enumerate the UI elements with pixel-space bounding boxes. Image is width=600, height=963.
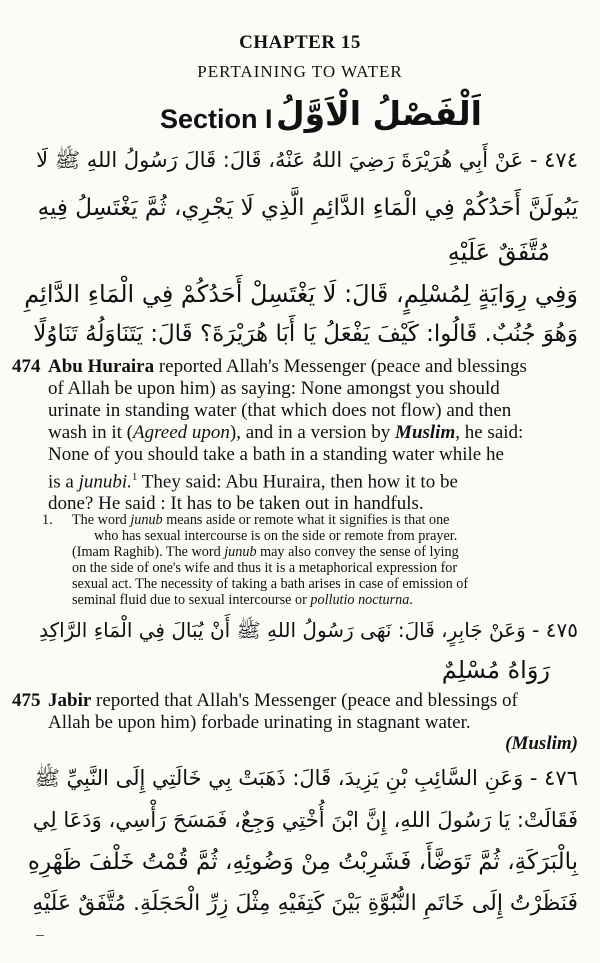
arabic-line: وَفِي رِوَايَةٍ لِمُسْلِمٍ، قَالَ: لَا يَغْتَسِلْ أَحَدُكُمْ فِي الْمَاءِ الدَّائِمِ [24,280,578,308]
footnote-marker: 1 [131,471,138,483]
hadith-number: 474 [12,356,41,377]
narrator-name: Abu Huraira [48,356,155,377]
narrator-name: Jabir [48,690,92,711]
text-line: done? He said : It has to be taken out in handfuls. [48,493,424,515]
footnote-line: (Imam Raghib). The word junub may also convey the sense of lying [72,544,459,560]
footnote [42,512,590,608]
text-line: of Allah be upon him) as saying: None amongst you should [48,378,500,399]
text-line: reported Allah's Messenger (peace and blessings [154,356,527,377]
footnote-line: on the side of one's wife and thus it is a metaphorical expression for [72,560,458,576]
chapter-subtitle: PERTAINING TO WATER [197,62,403,81]
arabic-line: فَقَالَتْ: يَا رَسُولَ اللهِ، إِنَّ ابْنَ أُخْتِي وَجِعٌ، فَمَسَحَ رَأْسِي، وَدَعَا لِي [32,808,578,832]
footnote-line: who has sexual intercourse is on the side or remote from prayer. [94,528,458,544]
arabic-line: رَوَاهُ مُسْلِمٌ [441,656,550,684]
hadith-number: 475 [12,690,41,711]
text-line: None of you should take a bath in a standing water while he [48,444,504,465]
arabic-line: فَنَظَرْتُ إِلَى خَاتَمِ النُّبُوَّةِ بَيْنَ كَتِفَيْهِ مِثْلَ زِرِّ الْحَجَلَةِ. مُتَّفَقٌ عَلَيْهِ [32,891,578,916]
text-fragment: is a [48,471,79,493]
text-line: reported that Allah's Messenger (peace and blessings of [91,690,518,711]
text-line: urinate in standing water (that which does not flow) and then [48,400,512,421]
chapter-heading: CHAPTER 15 [239,32,361,53]
source-italic: Agreed upon [132,422,230,443]
section-arabic-title: اَلْفَصْلُ الْاَوَّلُ [276,94,482,133]
arabic-line: وَهُوَ جُنُبٌ. قَالُوا: كَيْفَ يَفْعَلُ يَا أَبَا هُرَيْرَةَ؟ قَالَ: يَتَنَاوَلُهُ تَنَاوُلًا [33,321,578,347]
footnote-line: The word junub means aside or remote what it signifies is that one [72,512,450,528]
footnote-line: sexual act. The necessity of taking a bath arises in case of emission of [72,576,469,592]
text-fragment: wash in it ( [48,422,133,443]
hadith-475-translation [12,690,592,734]
footnote-number: 1. [42,512,53,528]
footnote-line: seminal fluid due to sexual intercourse or pollutio nocturna. [72,592,413,608]
margin-mark [36,935,44,936]
source-citation: (Muslim) [505,733,578,754]
section-label: Section I [160,104,273,134]
text-fragment: , he said: [455,422,524,443]
text-fragment: They said: Abu Huraira, then how it to be [137,471,458,493]
arabic-line: ٤٧٤ - عَنْ أَبِي هُرَيْرَةَ رَضِيَ اللهُ عَنْهُ، قَالَ: قَالَ رَسُولُ اللهِ ﷺ لَا [36,148,578,172]
arabic-line: يَبُولَنَّ أَحَدُكُمْ فِي الْمَاءِ الدَّائِمِ الَّذِي لَا يَجْرِي، ثُمَّ يَغْتَسِلُ فِيهِ [37,195,578,221]
arabic-line: ٤٧٥ - وَعَنْ جَابِرٍ، قَالَ: نَهَى رَسُولُ اللهِ ﷺ أَنْ يُبَالَ فِي الْمَاءِ الرَّاكِدِ [39,618,578,642]
arabic-line: مُتَّفَقٌ عَلَيْهِ [447,238,550,266]
arabic-line: ٤٧٦ - وَعَنِ السَّائِبِ بْنِ يَزِيدَ، قَالَ: ذَهَبَتْ بِي خَالَتِي إِلَى النَّبِيِّ ﷺ [34,766,578,790]
text-fragment: ), and in a version by [229,422,396,443]
text-line: Allah be upon him) forbade urinating in stagnant water. [48,712,471,733]
term-italic: junubi. [78,471,132,493]
arabic-line: بِالْبَرَكَةِ، ثُمَّ تَوَضَّأَ، فَشَرِبْتُ مِنْ وَضُوئِهِ، ثُمَّ قُمْتُ خَلْفَ ظَهْرِهِ [27,849,578,875]
source-italic: Muslim [395,422,456,443]
hadith-474-translation [12,356,592,515]
